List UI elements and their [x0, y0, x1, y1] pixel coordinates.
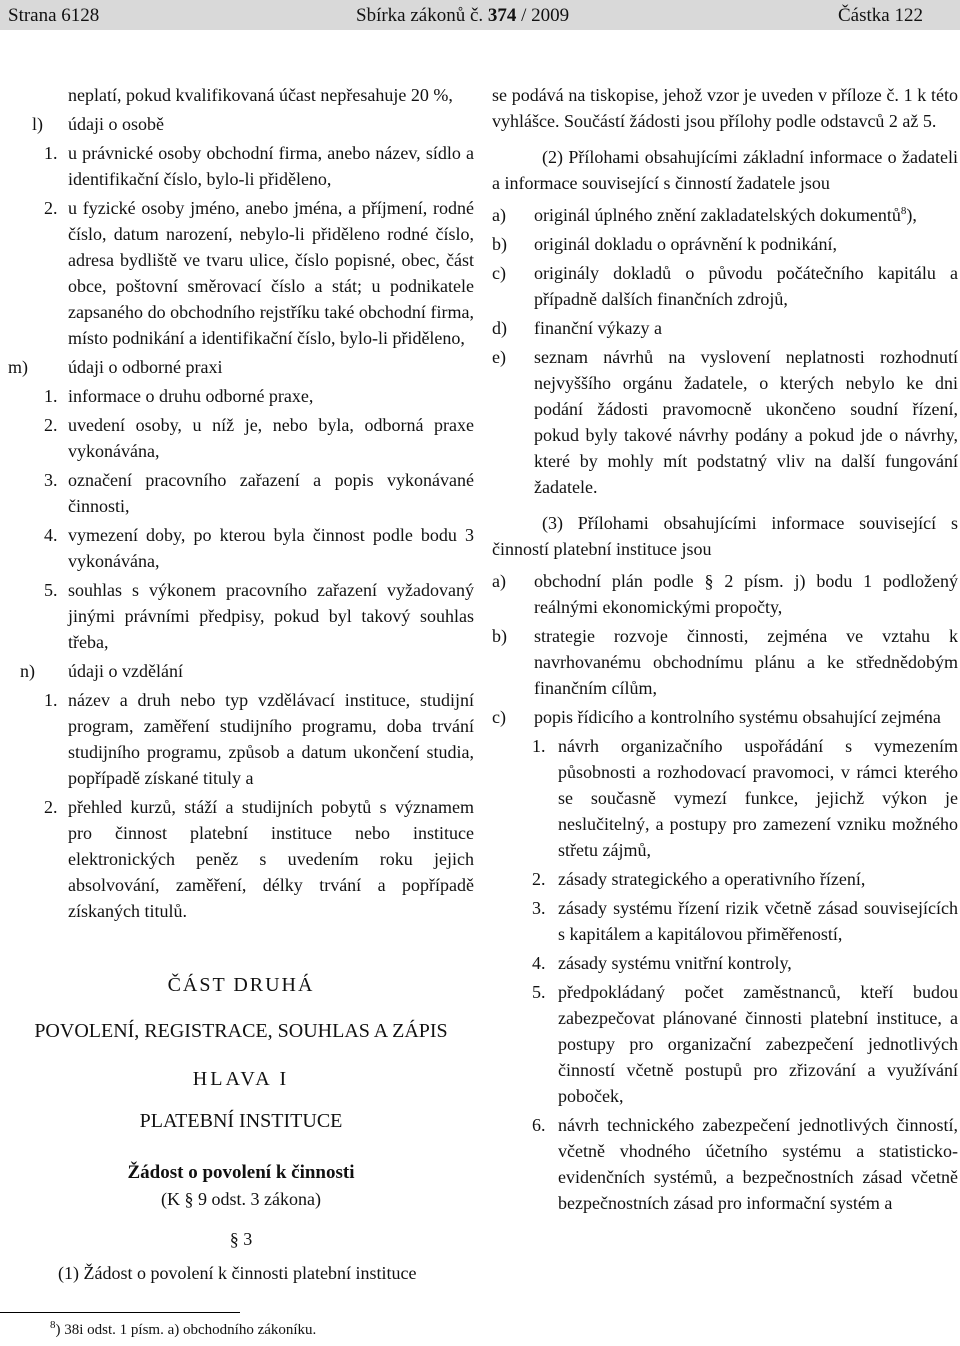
- collection-title: Sbírka zákonů č. 374 / 2009: [356, 5, 570, 26]
- part-title: ČÁST DRUHÁ: [167, 974, 315, 996]
- list-item: 2. zásady strategického a operativního řízení,: [532, 869, 866, 889]
- list-item: b) originál dokladu o oprávnění k podnikání,: [492, 234, 837, 254]
- paragraph-2: (2) Přílohami obsahujícími základní informace o žadateli a informace související s činností žadatele jsou: [492, 147, 958, 193]
- list-item: 5. souhlas s výkonem pracovního zařazení vyžadovaný jinými právními předpisy, pokud byl takový souhlas třeba,: [44, 580, 474, 652]
- page-header: [0, 0, 960, 30]
- list-item: 1. u právnické osoby obchodní firma, anebo název, sídlo a identifikační číslo, bylo-li přiděleno,: [44, 143, 474, 189]
- section-reference: (K § 9 odst. 3 zákona): [161, 1189, 321, 1209]
- list-item: 1. název a druh nebo typ vzdělávací instituce, studijní program, zaměření studijního programu, doba trvání studijního programu, způsob a datum ukončení studia, popřípadě získané tituly a: [44, 690, 474, 788]
- list-item: 4. zásady systému vnitřní kontroly,: [532, 953, 792, 973]
- list-item: 1. návrh organizačního uspořádání s vymezením působnosti a rozhodovací pravomoci, v rámci kterého se současně vymezí funkce, jejichž výkon je neslučitelný, a postupy pro zamezení vzniku možného střetu zájmů,: [532, 736, 958, 860]
- item-m: m) údaji o odborné praxi: [8, 357, 223, 377]
- list-item: 6. návrh technického zabezpečení jednotlivých činností, včetně vhodného účetního systému a statisticko-evidenčních systémů, a bezpečnostních zásad včetně bezpečnostních zásad pro informační systém a: [532, 1115, 958, 1213]
- part-subtitle: POVOLENÍ, REGISTRACE, SOUHLAS A ZÁPIS: [34, 1020, 448, 1042]
- footnote-text: ) 38i odst. 1 písm. a) obchodního zákoníku.: [55, 1322, 317, 1338]
- list-item: 4. vymezení doby, po kterou byla činnost podle bodu 3 vykonávána,: [44, 525, 474, 571]
- list-item: e) seznam návrhů na vyslovení neplatnosti rozhodnutí nejvyššího orgánu žadatele, o kterých nebylo ke dni podání žádosti pravomocně ukončeno soudní řízení, pokud byly takové návrhy podány a pokud jde o návrhy, které by mohly mít podstatný vliv na další fungování žadatele.: [492, 347, 958, 497]
- footnote-ref: 8: [900, 205, 907, 217]
- paragraph-1-start: (1) Žádost o povolení k činnosti platební instituce: [58, 1263, 417, 1283]
- right-column: [492, 82, 958, 1219]
- left-column: [8, 82, 474, 1292]
- list-item: 5. předpokládaný počet zaměstnanců, kteří budou zabezpečovat plánované činnosti platební instituce, a postupy pro organizační zabezpečení jednotlivých činností včetně postupů pro zřizování a využívání poboček,: [532, 982, 958, 1106]
- list-item: d) finanční výkazy a: [492, 318, 662, 338]
- chapter-title: HLAVA I: [192, 1068, 290, 1090]
- chapter-subtitle: PLATEBNÍ INSTITUCE: [139, 1110, 343, 1132]
- list-item: b) strategie rozvoje činnosti, zejména ve vztahu k navrhovanému obchodnímu plánu a ke střednědobým finančním cílům,: [492, 626, 958, 698]
- list-item: c) originály dokladů o původu počátečního kapitálu a případně dalších finančních zdrojů,: [492, 263, 958, 309]
- list-item: 1. informace o druhu odborné praxe,: [44, 386, 314, 406]
- law-number: 374: [487, 5, 517, 26]
- paragraph-1-continued: se podává na tiskopise, jehož vzor je uveden v příloze č. 1 k této vyhlášce. Součástí žádosti jsou přílohy podle odstavců 2 až 5.: [492, 85, 958, 131]
- paragraph-3: (3) Přílohami obsahujícími informace související s činností platební instituce jsou: [492, 513, 958, 559]
- section-title: Žádost o povolení k činnosti: [127, 1162, 355, 1183]
- list-item: a) originál úplného znění zakladatelských dokumentů$^8$),: [492, 205, 917, 225]
- item-l: l) údaji o osobě: [32, 114, 164, 134]
- list-item: 2. u fyzické osoby jméno, anebo jména, a příjmení, rodné číslo, datum narození, nebylo-li přiděleno rodné číslo, adresa bydliště ve tvaru ulice, číslo popisné, obec, část obce, poštovní směrovací číslo a stát; u podnikatele zapsaného do obchodního rejstříku také obchodní firma, místo podnikání a identifikační číslo, bylo-li přiděleno,: [44, 198, 474, 348]
- page-number: Strana 6128: [8, 5, 100, 26]
- intro-text: neplatí, pokud kvalifikovaná účast nepřesahuje 20 %,: [68, 85, 453, 105]
- footnote: [50, 1319, 317, 1339]
- list-item: 3. zásady systému řízení rizik včetně zásad souvisejících s kapitálem a kapitálovou přiměřeností,: [532, 898, 958, 944]
- issue-number: Částka 122: [838, 5, 923, 26]
- paragraph-mark: § 3: [229, 1229, 253, 1249]
- list-item: 3. označení pracovního zařazení a popis vykonávané činnosti,: [44, 470, 474, 516]
- item-n: n) údaji o vzdělání: [20, 661, 183, 681]
- list-item: 2. přehled kurzů, stáží a studijních pobytů s významem pro činnost platební instituce nebo instituce elektronických peněz s uvedením roku jejich absolvování, zaměření, délky trvání a popřípadě získaných titulů.: [44, 797, 474, 921]
- list-item: a) obchodní plán podle § 2 písm. j) bodu 1 podložený reálnými ekonomickými propočty,: [492, 571, 958, 617]
- list-item: 2. uvedení osoby, u níž je, nebo byla, odborná praxe vykonávána,: [44, 415, 474, 461]
- footnote-mark: 8: [50, 1319, 56, 1331]
- footnote-divider: [0, 1312, 240, 1313]
- list-item: c) popis řídicího a kontrolního systému obsahující zejména: [492, 707, 941, 727]
